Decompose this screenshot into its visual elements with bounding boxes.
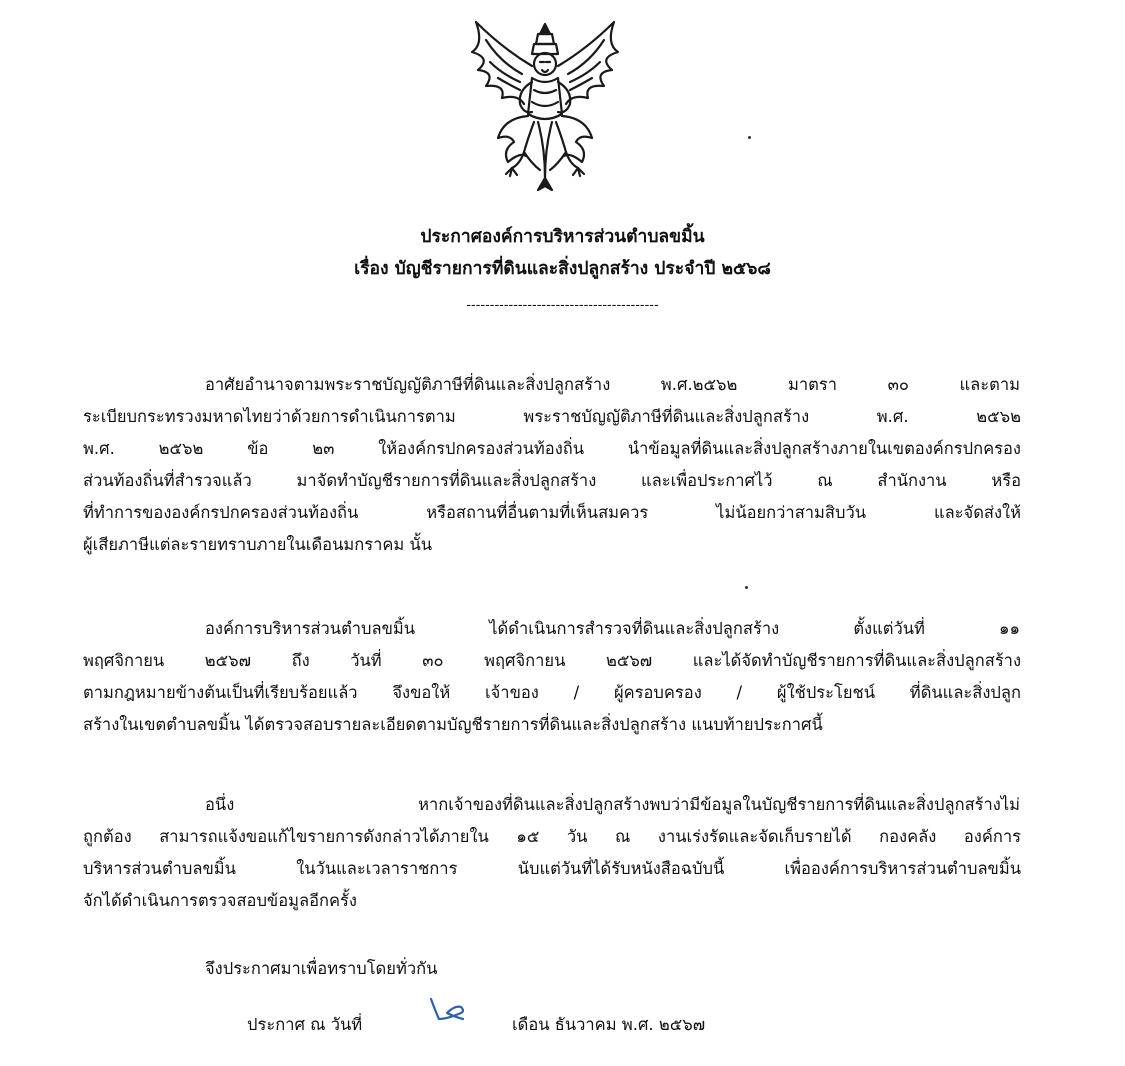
paragraph-line: พ.ศ. ๒๕๖๒ ข้อ ๒๓ ให้องค์กรปกครองส่วนท้องถิ่น นำข้อมูลที่ดินและสิ่งปลูกสร้างภายในเขตองค์กรปกครอง <box>83 439 1021 458</box>
scan-speck <box>745 586 748 589</box>
paragraph-line: ตามกฎหมายข้างต้นเป็นที่เรียบร้อยแล้ว จึงขอให้ เจ้าของ / ผู้ครอบครอง / ผู้ใช้ประโยชน์ ที่ดินและสิ่งปลูก <box>83 683 1021 702</box>
announcement-title: ประกาศองค์การบริหารส่วนตำบลขมิ้น <box>420 227 705 247</box>
garuda-emblem-icon <box>462 18 628 194</box>
paragraph-line: ที่ทำการขององค์กรปกครองส่วนท้องถิ่น หรือสถานที่อื่นตามที่เห็นสมควร ไม่น้อยกว่าสามสิบวัน และจัดส่งให้ <box>83 503 1021 522</box>
handwritten-day <box>425 993 471 1029</box>
paragraph-line: สร้างในเขตตำบลขมิ้น ได้ตรวจสอบรายละเอียดตามบัญชีรายการที่ดินและสิ่งปลูกสร้าง แนบท้ายประกาศนี้ <box>83 715 823 734</box>
paragraph-line: จักได้ดำเนินการตรวจสอบข้อมูลอีกครั้ง <box>83 891 357 910</box>
announcement-date-prefix: ประกาศ ณ วันที่ <box>247 1015 363 1034</box>
paragraph-line: บริหารส่วนตำบลขมิ้น ในวันและเวลาราชการ นับแต่วันที่ได้รับหนังสือฉบับนี้ เพื่อองค์การบริหารส่วนตำบลขมิ้น <box>83 859 1021 878</box>
scan-speck <box>748 136 751 139</box>
announcement-date-month-year: เดือน ธันวาคม พ.ศ. ๒๕๖๗ <box>512 1015 706 1034</box>
paragraph-line: พฤศจิกายน ๒๕๖๗ ถึง วันที่ ๓๐ พฤศจิกายน ๒๕๖๗ และได้จัดทำบัญชีรายการที่ดินและสิ่งปลูกสร้าง <box>83 651 1021 670</box>
paragraph-line: อาศัยอำนาจตามพระราชบัญญัติภาษีที่ดินและสิ่งปลูกสร้าง พ.ศ.๒๕๖๒ มาตรา ๓๐ และตาม <box>205 375 1020 394</box>
paragraph-line: อนึ่ง หากเจ้าของที่ดินและสิ่งปลูกสร้างพบว่ามีข้อมูลในบัญชีรายการที่ดินและสิ่งปลูกสร้างไม่ <box>205 795 1020 814</box>
paragraph-line: ผู้เสียภาษีแต่ละรายทราบภายในเดือนมกราคม นั้น <box>83 535 433 554</box>
closing-statement: จึงประกาศมาเพื่อทราบโดยทั่วกัน <box>205 959 438 978</box>
paragraph-line: ระเบียบกระทรวงมหาดไทยว่าด้วยการดำเนินการตาม พระราชบัญญัติภาษีที่ดินและสิ่งปลูกสร้าง พ.ศ. ๒๕๖๒ <box>83 407 1021 426</box>
announcement-subject: เรื่อง บัญชีรายการที่ดินและสิ่งปลูกสร้าง ประจำปี ๒๕๖๘ <box>354 259 771 279</box>
paragraph-line: ส่วนท้องถิ่นที่สำรวจแล้ว มาจัดทำบัญชีรายการที่ดินและสิ่งปลูกสร้าง และเพื่อประกาศไว้ ณ สำนักงาน หรือ <box>83 471 1021 490</box>
title-divider: ----------------------------------------- <box>466 298 659 313</box>
paragraph-line: ถูกต้อง สามารถแจ้งขอแก้ไขรายการดังกล่าวได้ภายใน ๑๕ วัน ณ งานเร่งรัดและจัดเก็บรายได้ กองคลัง องค์การ <box>83 827 1021 846</box>
paragraph-line: องค์การบริหารส่วนตำบลขมิ้น ได้ดำเนินการสำรวจที่ดินและสิ่งปลูกสร้าง ตั้งแต่วันที่ ๑๑ <box>205 619 1020 638</box>
